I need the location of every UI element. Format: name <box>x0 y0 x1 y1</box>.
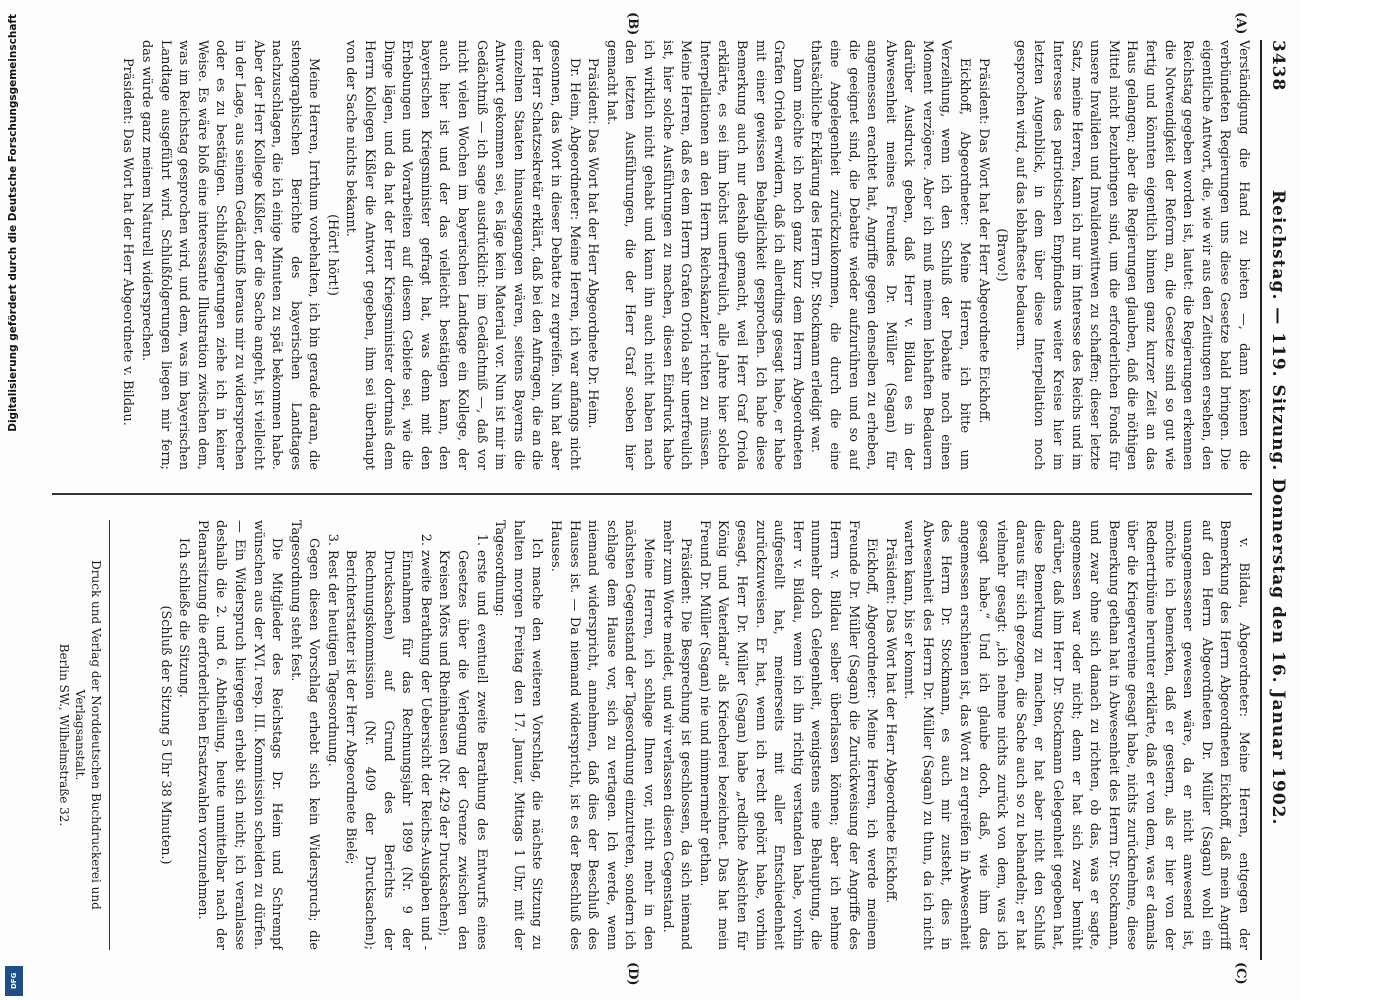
agenda-list <box>322 520 489 950</box>
paragraph: Eickhoff, Abgeordneter: Meine Herren, ich bitte um Verzeihung, wenn ich den Schluß der Debatte noch einen Moment verzögere. Aber ich muß meinem lebhaften Bedauern darüber Ausdruck geben, daß Herr v. Bildau es in der Abwesenheit meines Freundes Dr. Müller (Sagan) für angemessen erachtet hat, Angriffe gegen denselben zu erheben, die geeignet sind, die Debatte wieder aufzurühren und so auf eine Angelegenheit zurückzukommen, die durch die eine thatsächliche Erklärung des Herrn Dr. Stockmann erledigt war. <box>808 40 973 470</box>
imprint-footer <box>56 520 104 950</box>
margin-marker-c: (C) <box>1233 962 1248 985</box>
dfg-logo-icon: DFG <box>5 966 23 996</box>
paragraph: Ich mache den weiteren Vorschlag, die nächste Sitzung zu halten morgen Freitag den 17. Januar, Mittags 1 Uhr, mit der Tagesordnung: <box>492 520 545 950</box>
agenda-item: 3. Rest der heutigen Tagesordnung. <box>322 550 341 950</box>
agenda-item: 2. zweite Berathung der Uebersicht der Reichs-Ausgaben und -Einnahmen für das Rechnungsjahr 1899 (Nr. 9 der Drucksachen) auf Grund des Berichts der Rechnungskommission (Nr. 409 der Drucksachen); Berichterstatter ist der Herr Abgeordnete Bielé; <box>341 550 434 950</box>
paragraph: Präsident: Das Wort hat der Herr Abgeordnete Dr. Heim. <box>585 58 601 429</box>
paragraph: Gegen diesen Vorschlag erhebt sich kein Widerspruch; die Tagesordnung steht fest. <box>287 520 322 950</box>
applause-note: (Bravo!) <box>994 228 1010 282</box>
margin-marker-d: (D) <box>625 962 640 986</box>
imprint-line: Druck und Verlag der Norddeutschen Buchdruckerei und Verlagsanstalt. <box>73 560 103 910</box>
left-text-column <box>12 40 1252 470</box>
right-text-column <box>117 520 1252 950</box>
paragraph: Präsident: Die Besprechung ist geschlossen, da sich niemand mehr zum Worte meldet, und wir verlassen diesen Gegenstand. <box>659 520 694 950</box>
paragraph: Meine Herren, Irrthum vorbehalten, ich bin gerade daran, die stenographischen Berichte des bayerischen Landtages nachzuschlagen, die ich einige Minuten zu spät bekommen habe. Aber der Herr Kollege Kißler, der die Sache angeht, ist vielleicht in der Lage, aus seinem Gedächtniß heraus mir zu widersprechen oder es zu bestätigen. Schlußfolgerungen ziehe ich in keiner Weise. Es wäre bloß eine interessante Illustration zwischen dem, was im Reichstag gesprochen wird, und dem, was im bayerischen Landtage ausgeführt wird. Schlußfolgerungen liegen mir fern; das würde ganz meinem Naturell widersprechen. <box>138 40 322 470</box>
page-number: 3438 <box>1268 40 1288 92</box>
imprint-address: Berlin SW., Wilhelmstraße 32. <box>57 643 71 827</box>
running-title: Reichstag. — 119. Sitzung. Donnerstag den 16. Januar 1902. <box>1268 190 1288 826</box>
margin-marker-b: (B) <box>625 12 640 36</box>
closing-note: (Schluß der Sitzung 5 Uhr 38 Minuten.) <box>157 605 173 865</box>
column-divider <box>52 493 1252 495</box>
paragraph: Verständigung die Hand zu bieten —, dann können die verbündeten Regierungen uns diese Gesetze bald bringen. Die eigentliche Antwort, die, wie wir aus den Zeitungen ersehen, den Reichstag gegeben worden ist, lautet: die Regierungen erkennen die Notwendigkeit der Reform an, die Gesetze sind so gut wie fertig und könnten eigentlich binnen ganz kurzer Zeit an das Haus gelangen; aber die Regierungen glauben, daß die nöthigen Mittel nicht bezubringen sind, um die erforderlichen Fonds für unsere Invaliden und Invalidenwittwen zu schaffen; dieser letzte Satz, meine Herren, kann ich nur im Interesse des Reichs und im Interesse des patriotischen Empfindens weiter Kreise hier im letzten Augenblick, in dem über diese Interpellation noch gesprochen wird, auf das lebhafteste bedauern. <box>1012 40 1251 470</box>
paragraph: Ich schließe die Sitzung. <box>176 538 192 698</box>
agenda-item: 1. erste und eventuell zweite Berathung des Entwurfs eines Gesetzes über die Verlegung der Grenze zwischen den Kreisen Mörs und Rheinhausen (Nr. 429 der Drucksachen); <box>434 550 490 950</box>
margin-marker-a: (A) <box>1233 12 1248 35</box>
paragraph: Meine Herren, ich schlage Ihnen vor, nicht mehr in den nächsten Gegenstand der Tagesordnung einzutreten, sondern ich schlage dem Hause vor, sich zu vertagen. Ich werde, wenn niemand widerspricht, annehmen, daß dies der Beschluß des Hauses ist. — Da niemand widerspricht, ist es der Beschluß des Hauses. <box>548 520 656 950</box>
paragraph: Präsident: Das Wort hat der Herr Abgeordnete v. Bildau. <box>120 58 136 426</box>
paragraph: Eickhoff, Abgeordneter: Meine Herren, ich werde meinem Freunde Dr. Müller (Sagan) die Zurückweisung der Angriffe des Herrn v. Bildau selber überlassen können; aber ich nehme nunmehr doch Gelegenheit, wenigstens eine Behauptung, die Herr v. Bildau, wenn ich ihn richtig verstanden habe, vorhin aufgestellt hat, meinerseits mit aller Entschiedenheit zurückzuweisen. Er hat, wenn ich recht gehört habe, vorhin gesagt, Herr Dr. Müller (Sagan) habe „redliche Absichten für König und Vaterland“ als Kriecherei bezeichnet. Das hat mein Freund Dr. Müller (Sagan) nie und nimmermehr gethan. <box>696 520 880 950</box>
paragraph: Präsident: Das Wort hat der Herr Abgeordnete Eickhoff. <box>882 538 898 904</box>
interjection-note: (Hört! hört!) <box>324 214 340 296</box>
paragraph: Die Mitglieder des Reichstags Dr. Heim und Schrempf wünschen aus der XVI. resp. III. Kommission scheiden zu dürfen. — Ein Widerspruch hiergegen erhebt sich nicht; ich veranlasse deshalb die 2. und 6. Abtheilung, heute unmittelbar nach der Plenarsitzung die erforderlichen Ersatzwahlen vorzunehmen. <box>194 520 285 950</box>
funding-notice: Digitalisierung gefördert durch die Deutsche Forschungsgemeinschaft <box>7 14 19 432</box>
digitization-sidebar <box>4 4 26 996</box>
paragraph: v. Bildau, Abgeordneter: Meine Herren, entgegen der Bemerkung des Herrn Abgeordneten Eickhoff, daß mein Angriff auf den Herrn Abgeordneten Dr. Müller (Sagan) wohl ein unangemessener gewesen wäre, da er nicht anwesend ist, möchte ich bemerken, daß er gestern, als er hier von der Rednertribüne herunter erklärte, daß er von dem, was er damals über die Kriegervereine gesagt habe, nichts zurücknehme, diese Bemerkung gethan hat in Abwesenheit des Herrn Dr. Stockmann, und zwar ohne sich danach zu richten, ob das, was er sagte, angemessen war oder nicht; denn er hat sich zwar bemüht darüber, daß ihm Herr Dr. Stockmann Gelegenheit gegeben hat, diese Bemerkung zu machen, er hat aber nicht den Schluß daraus für sich gezogen, die Sache auch so zu behandeln; er hat vielmehr gesagt: „ich nehme nichts zurück von dem, was ich gesagt habe.“ Und ich glaube doch, daß, wie ihm das angemessen erschienen ist, das Wort zu ergreifen in Abwesenheit des Herrn Dr. Stockmann, es auch mir zusteht, dies in Abwesenheit des Herrn Dr. Müller (Sagan) zu thun, da ich nicht warten kann, bis er kommt. <box>901 520 1251 950</box>
paragraph: Dann möchte ich noch ganz kurz dem Herrn Abgeordneten Grafen Oriola erwidern, daß ich allerdings gesagt habe, er habe mit einer gewissen Behaglichkeit gesprochen. Ich habe diese Bemerkung auch nur deshalb gemacht, weil Herr Graf Oriola erklärte, es sei ihm höchst unerfreulich, alle Jahre hier solche Interpellationen an den Herrn Reichskanzler richten zu müssen. Meine Herren, daß es dem Herrn Grafen Oriola sehr unerfreulich ist, hier solche Ausführungen zu machen, diesen Eindruck habe ich wirklich nicht gehabt und kann ihn auch nicht haben nach den letzten Ausführungen, die der Herr Graf soeben hier gemacht hat. <box>603 40 805 470</box>
paragraph: Präsident: Das Wort hat der Herr Abgeordnete Eickhoff. <box>975 58 991 424</box>
footer-rule <box>109 520 110 950</box>
paragraph: Dr. Heim, Abgeordneter: Meine Herren, ich war anfangs nicht gesonnen, das Wort in dieser Debatte zu ergreifen. Nun hat aber der Herr Schatzsekretär erklärt, daß bei den Anfragen, die an die einzelnen Staaten hinausgegangen wären, seitens Bayerns die Antwort gekommen sei, es läge kein Material vor. Nun ist mir im Gedächtniß — ich sage ausdrücklich: im Gedächtniß —, daß vor nicht vielen Wochen im bayerischen Landtage ein Kollege, der auch hier ist und der das vielleicht bestätigen kann, den bayerischen Kriegsminister gefragt hat, was denn mit den Erhebungen und Vorarbeiten auf diesem Gebiete sei, wie die Dinge lägen, und da hat der Herr Kriegsminister dortmals dem Herrn Kollegen Kißler die Antwort gegeben, ihm sei überhaupt von der Sache nichts bekannt. <box>343 40 582 470</box>
page-header <box>1260 40 1292 960</box>
